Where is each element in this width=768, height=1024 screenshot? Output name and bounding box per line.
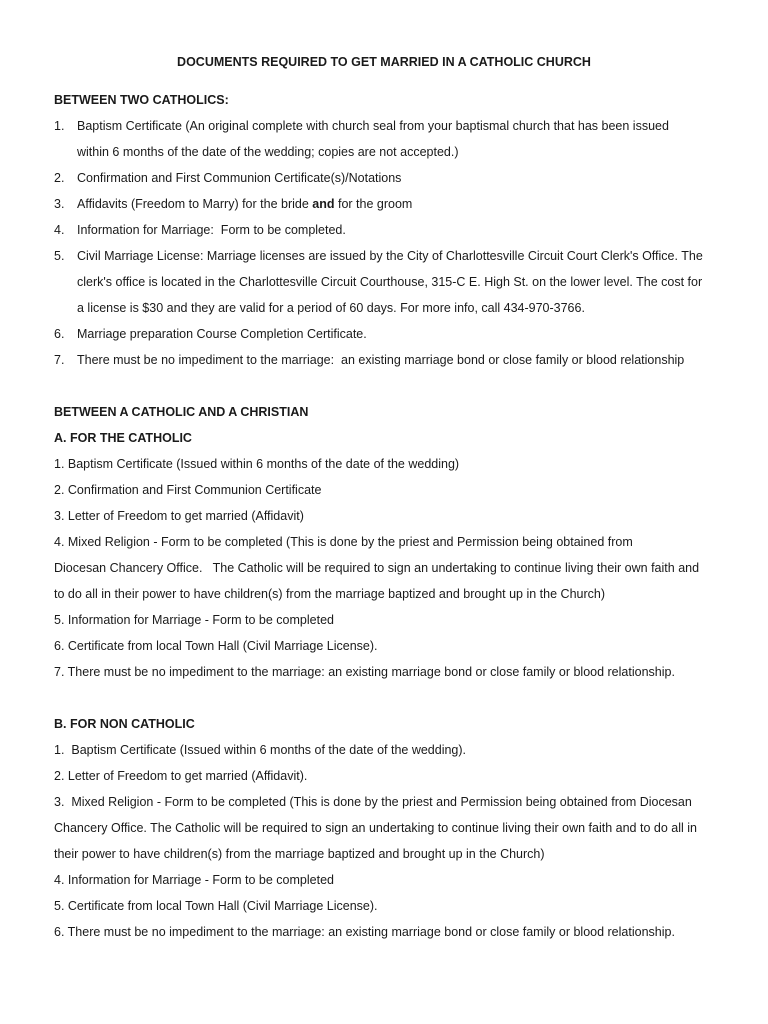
list-item-continuation: Diocesan Chancery Office. The Catholic will be required to sign an undertaking to continue living their own faith and: [54, 561, 700, 575]
item-text: Confirmation and First Communion Certificate(s)/Notations: [77, 171, 402, 185]
item-continuation: a license is $30 and they are valid for a period of 60 days. For more info, call 434-970-3766.: [77, 301, 585, 315]
item-number: 7.: [54, 353, 65, 367]
section-heading: BETWEEN TWO CATHOLICS:: [54, 93, 229, 107]
document-title: DOCUMENTS REQUIRED TO GET MARRIED IN A CATHOLIC CHURCH: [177, 55, 591, 69]
list-item: 6. There must be no impediment to the marriage: an existing marriage bond or close family or blood relationship.: [54, 925, 675, 939]
list-item: [54, 347, 728, 373]
section-heading: B. FOR NON CATHOLIC: [54, 717, 195, 731]
item-text-bold: and: [312, 197, 335, 211]
section-subheading: A. FOR THE CATHOLIC: [54, 431, 192, 445]
list-item: [54, 165, 728, 191]
item-number: 3.: [54, 197, 65, 211]
list-item: [54, 217, 728, 243]
list-item: 7. There must be no impediment to the marriage: an existing marriage bond or close family or blood relationship.: [54, 665, 675, 679]
item-number: 5.: [54, 249, 65, 263]
list-item: 4. Information for Marriage - Form to be completed: [54, 873, 334, 887]
list-item: 5. Information for Marriage - Form to be completed: [54, 613, 334, 627]
item-number: 6.: [54, 327, 65, 341]
item-number: 2.: [54, 171, 65, 185]
list-item: 2. Confirmation and First Communion Certificate: [54, 483, 322, 497]
list-item-continuation: to do all in their power to have children(s) from the marriage baptized and brought up in the Church): [54, 587, 605, 601]
list-item: 1. Baptism Certificate (Issued within 6 months of the date of the wedding).: [54, 743, 467, 757]
list-item: [54, 191, 728, 217]
item-text: [77, 191, 728, 217]
item-continuation: within 6 months of the date of the wedding; copies are not accepted.): [77, 145, 459, 159]
list-item: [54, 321, 728, 347]
item-text: There must be no impediment to the marriage: an existing marriage bond or close family or blood relationship: [77, 353, 685, 367]
list-item-continuation: Chancery Office. The Catholic will be required to sign an undertaking to continue living their own faith and to do all in: [54, 821, 697, 835]
list-item-continuation: their power to have children(s) from the marriage baptized and brought up in the Church): [54, 847, 545, 861]
item-text-pre: Affidavits (Freedom to Marry) for the bride: [77, 197, 313, 211]
list-item: 3. Letter of Freedom to get married (Affidavit): [54, 509, 304, 523]
item-number: 1.: [54, 119, 65, 133]
list-item: [54, 243, 728, 269]
item-number: 4.: [54, 223, 65, 237]
section-non-catholic: [54, 711, 728, 945]
list-item: 2. Letter of Freedom to get married (Affidavit).: [54, 769, 308, 783]
list-item: 1. Baptism Certificate (Issued within 6 months of the date of the wedding): [54, 457, 460, 471]
item-text: Information for Marriage: Form to be completed.: [77, 223, 346, 237]
list-item: 3. Mixed Religion - Form to be completed (This is done by the priest and Permission being obtained from Diocesan: [54, 795, 692, 809]
item-text-post: for the groom: [334, 197, 413, 211]
section-catholic-and-christian: [54, 399, 728, 685]
list-item: 5. Certificate from local Town Hall (Civil Marriage License).: [54, 899, 378, 913]
item-continuation: clerk's office is located in the Charlottesville Circuit Courthouse, 315-C E. High St. on the lower level. The cost for: [77, 275, 703, 289]
item-text: Civil Marriage License: Marriage licenses are issued by the City of Charlottesville Circuit Court Clerk's Office. The: [77, 249, 703, 263]
section-heading: BETWEEN A CATHOLIC AND A CHRISTIAN: [54, 405, 309, 419]
list-item: 4. Mixed Religion - Form to be completed (This is done by the priest and Permission being obtained from: [54, 535, 633, 549]
list-item: 6. Certificate from local Town Hall (Civil Marriage License).: [54, 639, 378, 653]
item-text: Marriage preparation Course Completion Certificate.: [77, 327, 367, 341]
section-between-two-catholics: [54, 87, 728, 373]
list-item: [54, 113, 728, 139]
item-text: Baptism Certificate (An original complete with church seal from your baptismal church that has been issued: [77, 119, 669, 133]
